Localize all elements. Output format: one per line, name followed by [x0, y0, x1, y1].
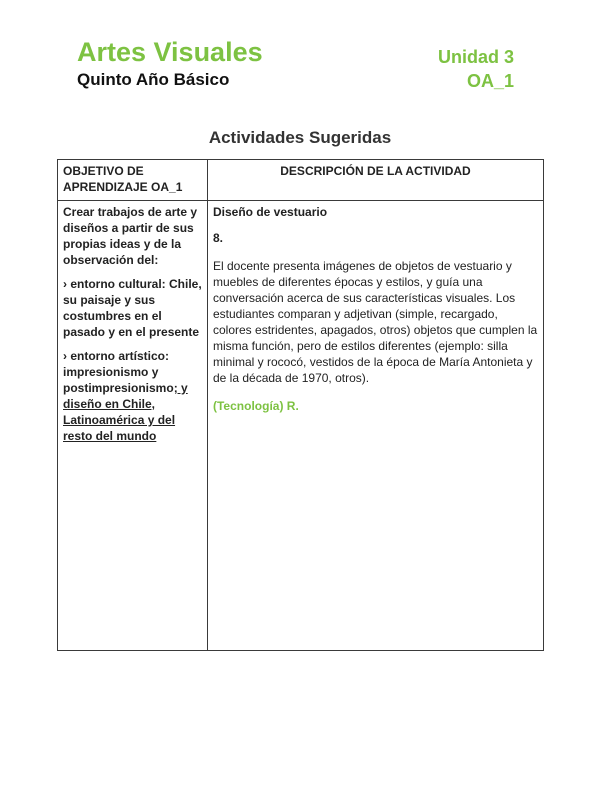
- unit-label: Unidad 3: [437, 47, 514, 67]
- objective-item-cultural: › entorno cultural: Chile, su paisaje y sus costumbres en el pasado y en el presente: [63, 277, 202, 339]
- activity-tags: (Tecnología) R.: [213, 399, 299, 413]
- activities-table: [57, 159, 544, 651]
- objective-item-artistic-text: › entorno artístico: impresionismo y postimpresionismo: [63, 349, 174, 395]
- description-cell: [208, 201, 544, 651]
- objective-item-artistic-underlined: ; y diseño en Chile, Latinoamérica y del resto del mundo: [63, 381, 188, 443]
- table-row: [58, 201, 544, 651]
- subject-title: Artes Visuales: [77, 37, 263, 67]
- description-column-header: DESCRIPCIÓN DE LA ACTIVIDAD: [208, 160, 544, 201]
- objective-item-artistic: [63, 348, 202, 444]
- oa-label: OA_1: [466, 71, 514, 91]
- table-header-row: [58, 160, 544, 201]
- section-title: Actividades Sugeridas: [208, 128, 392, 147]
- activity-number: 8.: [213, 231, 224, 245]
- objective-cell: [58, 201, 208, 651]
- activity-title: Diseño de vestuario: [213, 205, 328, 219]
- objective-intro: Crear trabajos de arte y diseños a partir de sus propias ideas y de la observación del:: [63, 205, 198, 267]
- activity-description: El docente presenta imágenes de objetos de vestuario y muebles de diferentes épocas y estilos, y guía una conversación acerca de sus características visuales. Los estudiantes comparan y adjetivan (simple, recargado, colores estridentes, apagados, otros) objetos que cumplen la misma función, pero de estilos diferentes (ejemplo: silla minimal y rococó, vestidos de la época de María Antonieta y de la década de 1970, otros).: [213, 259, 538, 385]
- objective-column-header: OBJETIVO DE APRENDIZAJE OA_1: [58, 160, 208, 201]
- grade-label: Quinto Año Básico: [77, 70, 230, 89]
